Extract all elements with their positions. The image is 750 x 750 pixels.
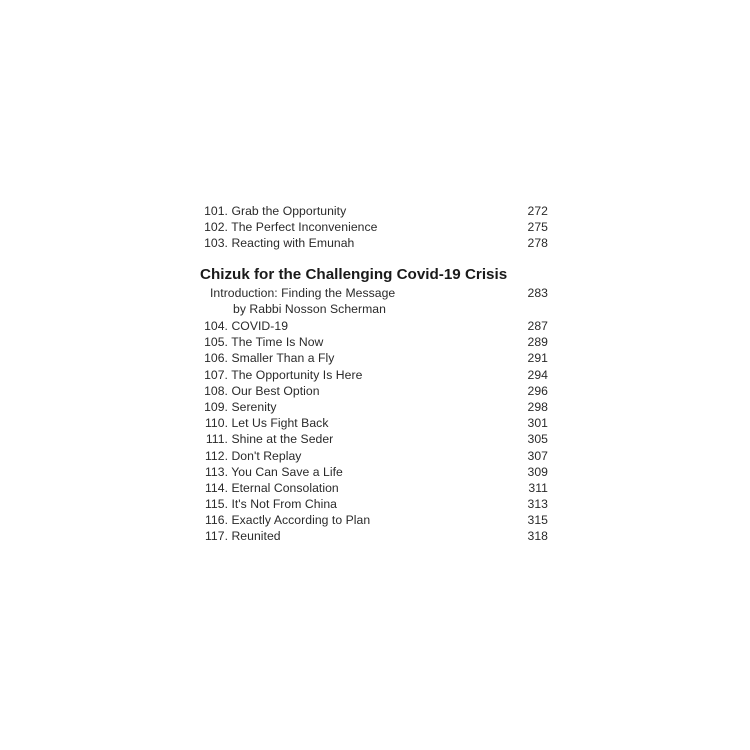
toc-entry-page: 307 bbox=[527, 448, 548, 463]
toc-entry-number: 117. bbox=[204, 529, 228, 544]
toc-entry bbox=[200, 496, 548, 512]
toc-entry-number: 101. bbox=[204, 204, 228, 218]
toc-entry-title: It's Not From China bbox=[231, 497, 337, 512]
toc-entry-label bbox=[200, 512, 370, 528]
toc-entry-page: 272 bbox=[527, 204, 548, 218]
toc-entry bbox=[200, 383, 548, 399]
toc-entry bbox=[200, 203, 548, 219]
toc-entry-title: Eternal Consolation bbox=[231, 480, 339, 495]
toc-entry-label bbox=[200, 219, 377, 235]
toc-entry-number: 109. bbox=[204, 399, 228, 414]
toc-entry-label bbox=[200, 334, 323, 350]
toc-entry-page: 318 bbox=[527, 529, 548, 544]
toc-entry-title: Exactly According to Plan bbox=[231, 513, 371, 528]
toc-entry bbox=[200, 367, 548, 383]
toc-entry-label bbox=[200, 464, 343, 480]
toc-entry-label bbox=[200, 480, 339, 496]
toc-entry-title: Smaller Than a Fly bbox=[231, 351, 335, 366]
toc-intro-byline: by Rabbi Nosson Scherman bbox=[233, 302, 386, 317]
toc-entry-page: 278 bbox=[527, 236, 548, 251]
toc-entry-label bbox=[200, 415, 328, 431]
toc-entry-number: 111. bbox=[205, 432, 228, 447]
toc-intro-byline-row bbox=[200, 301, 548, 317]
toc-entry bbox=[200, 318, 548, 334]
toc-entry-number: 112. bbox=[204, 448, 228, 463]
section-heading: Chizuk for the Challenging Covid-19 Crisis bbox=[200, 266, 508, 283]
toc-entry bbox=[200, 448, 548, 464]
toc-entry-number: 115. bbox=[204, 497, 228, 512]
toc-entry-label bbox=[200, 431, 333, 447]
toc-entry-label bbox=[200, 367, 362, 383]
toc-entry-title: The Perfect Inconvenience bbox=[231, 220, 378, 235]
toc-entry-title: Serenity bbox=[231, 399, 277, 414]
toc-entry-number: 105. bbox=[204, 335, 228, 350]
toc-entry-label bbox=[200, 496, 337, 512]
toc-entry-page: 311 bbox=[528, 480, 548, 495]
toc-entry-page: 287 bbox=[527, 319, 548, 333]
toc-entry bbox=[200, 399, 548, 415]
toc-entry-number: 102. bbox=[204, 220, 228, 235]
toc-entry-title: The Opportunity Is Here bbox=[231, 367, 363, 382]
toc-entry-title: Shine at the Seder bbox=[231, 432, 334, 447]
toc-entry bbox=[200, 415, 548, 431]
toc-entry-number: 113. bbox=[204, 464, 228, 479]
toc-entry-title: Our Best Option bbox=[231, 383, 320, 398]
toc-entry-number: 108. bbox=[204, 383, 228, 398]
toc-entry-number: 103. bbox=[204, 236, 228, 251]
toc-entry-page: 313 bbox=[527, 497, 548, 512]
toc-entry-label bbox=[200, 399, 277, 415]
toc-entry bbox=[200, 464, 548, 480]
toc-entry-title: You Can Save a Life bbox=[231, 464, 343, 479]
toc-entry-page: 294 bbox=[527, 367, 548, 382]
toc-entry-label bbox=[200, 383, 320, 399]
toc-entry-number: 114. bbox=[204, 480, 228, 495]
toc-entry bbox=[200, 528, 548, 544]
toc-entry bbox=[200, 219, 548, 235]
toc-entry-label bbox=[200, 528, 281, 544]
toc-entry-number: 110. bbox=[204, 416, 228, 431]
toc-section bbox=[200, 265, 548, 317]
toc-section-entries bbox=[200, 318, 548, 545]
toc-entry-page: 275 bbox=[527, 220, 548, 235]
toc-entry-title: Grab the Opportunity bbox=[231, 204, 347, 218]
toc-entry bbox=[200, 480, 548, 496]
toc-entry-page: 301 bbox=[527, 416, 548, 431]
toc-entry-label bbox=[200, 448, 301, 464]
toc-entry-title: The Time Is Now bbox=[231, 335, 324, 350]
toc-intro-page: 283 bbox=[527, 286, 548, 300]
toc-entry-number: 106. bbox=[204, 351, 228, 366]
toc-entry bbox=[200, 350, 548, 366]
toc-entry-title: Reunited bbox=[231, 529, 281, 544]
toc-entry-number: 107. bbox=[204, 367, 228, 382]
toc-entry-title: Don't Replay bbox=[231, 448, 302, 463]
toc-entry-page: 296 bbox=[527, 383, 548, 398]
toc-entry bbox=[200, 235, 548, 251]
toc-entry bbox=[200, 431, 548, 447]
toc-entry-label bbox=[200, 350, 334, 366]
toc-top-entries bbox=[200, 203, 548, 252]
toc-intro-title: Introduction: Finding the Message bbox=[210, 286, 396, 300]
toc-entry-page: 289 bbox=[527, 335, 548, 350]
toc-entry-label bbox=[200, 318, 288, 334]
toc-entry-label bbox=[200, 235, 354, 251]
toc-entry-page: 309 bbox=[527, 464, 548, 479]
toc-entry-title: COVID-19 bbox=[231, 319, 289, 333]
toc-entry-page: 305 bbox=[527, 432, 548, 447]
toc-entry-number: 104. bbox=[204, 319, 228, 333]
toc-entry-title: Let Us Fight Back bbox=[231, 416, 329, 431]
toc-entry-label bbox=[200, 203, 346, 219]
toc-entry-title: Reacting with Emunah bbox=[231, 236, 355, 251]
toc-entry-page: 298 bbox=[527, 399, 548, 414]
toc-entry bbox=[200, 512, 548, 528]
toc-entry-number: 116. bbox=[204, 513, 228, 528]
toc-entry bbox=[200, 334, 548, 350]
toc-entry-page: 291 bbox=[527, 351, 548, 366]
toc-entry-page: 315 bbox=[527, 513, 548, 528]
toc-intro-entry bbox=[200, 285, 548, 301]
